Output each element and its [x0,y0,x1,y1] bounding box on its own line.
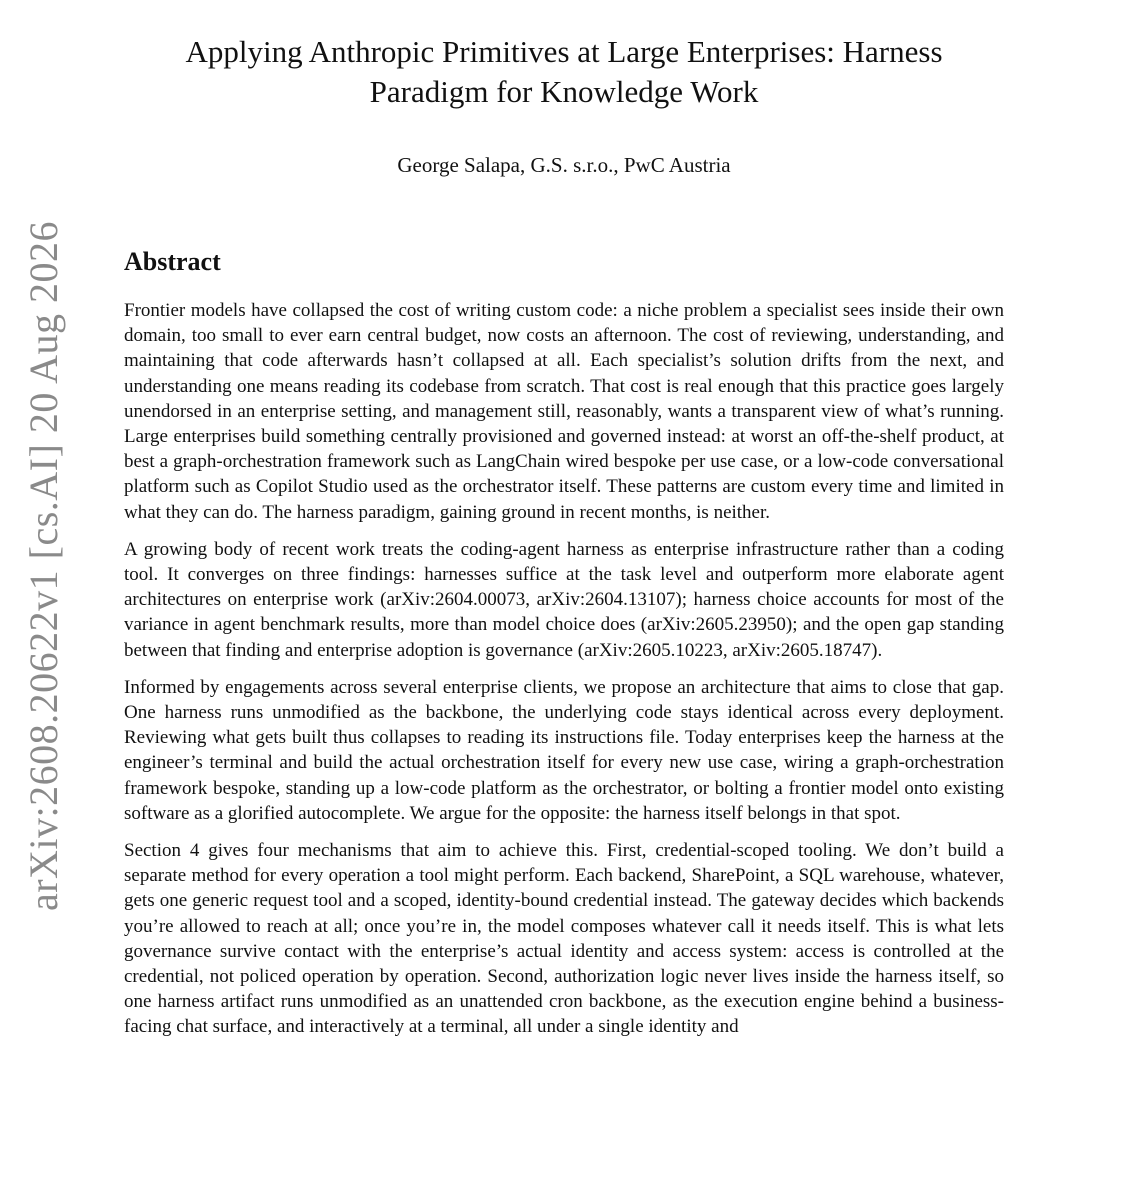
abstract-paragraph-2: A growing body of recent work treats the coding-agent harness as enterprise infrastructure rather than a coding tool. It converges on three findings: harnesses suffice at the task level and outperform more elaborate agent architectures on enterprise work (arXiv:2604.00073, arXiv:2604.13107); harness choice accounts for most of the variance in agent benchmark results, more than model choice does (arXiv:2605.23950); and the open gap standing between that finding and enterprise adoption is governance (arXiv:2605.10223, arXiv:2605.18747). [124,538,1004,661]
abstract-paragraph-3: Informed by engagements across several enterprise clients, we propose an architecture that aims to close that gap. One harness runs unmodified as the backbone, the underlying code stays identical across every deployment. Reviewing what gets built thus collapses to reading its instructions file. Today enterprises keep the harness at the engineer’s terminal and build the actual orchestration itself for every new use case, wiring a graph-orchestration framework bespoke, standing up a low-code platform as the orchestrator, or bolting a frontier model onto existing software as a glorified autocomplete. We argue for the opposite: the harness itself belongs in that spot. [124,676,1004,824]
arxiv-identifier-stamp: arXiv:2608.20622v1 [cs.AI] 20 Aug 2026 [21,220,66,912]
abstract-paragraph-4: Section 4 gives four mechanisms that aim to achieve this. First, credential-scoped tooling. We don’t build a separate method for every operation a tool might perform. Each backend, SharePoint, a SQL warehouse, whatever, gets one generic request tool and a scoped, identity-bound credential instead. The gateway decides which backends you’re allowed to reach at all; once you’re in, the model composes whatever call it needs itself. This is what lets governance survive contact with the enterprise’s actual identity and access system: access is controlled at the credential, not policed operation by operation. Second, authorization logic never lives inside the harness itself, so one harness artifact runs unmodified as an unattended cron backbone, as the execution engine behind a business-facing chat surface, and interactively at a terminal, all under a single identity and [124,840,1004,1038]
author-line: George Salapa, G.S. s.r.o., PwC Austria [397,153,731,177]
paper-title: Applying Anthropic Primitives at Large Enterprises: Harness Paradigm for Knowledge Work [185,34,943,109]
paper-page [124,0,1004,1052]
abstract-paragraph-1: Frontier models have collapsed the cost of writing custom code: a niche problem a specialist sees inside their own domain, too small to ever earn central budget, now costs an afternoon. The cost of reviewing, understanding, and maintaining that code afterwards hasn’t collapsed at all. Each specialist’s solution drifts from the next, and understanding one means reading its codebase from scratch. That cost is real enough that this practice goes largely unendorsed in an enterprise setting, and management still, reasonably, wants a transparent view of what’s running. Large enterprises build something centrally provisioned and governed instead: at worst an off-the-shelf product, at best a graph-orchestration framework such as LangChain wired bespoke per use case, or a low-code conversational platform such as Copilot Studio used as the orchestrator itself. These patterns are custom every time and limited in what they can do. The harness paradigm, gaining ground in recent months, is neither. [124,300,1004,523]
abstract-body [124,298,1004,1040]
abstract-heading: Abstract [124,247,221,276]
